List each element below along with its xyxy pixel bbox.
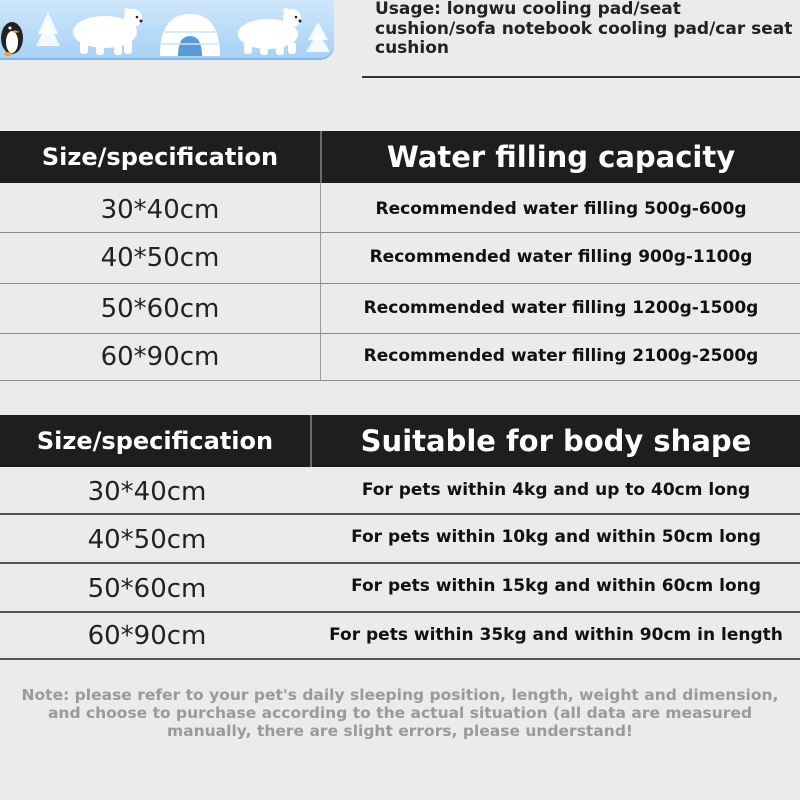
body-shape-cell: For pets within 15kg and within 60cm long (351, 576, 761, 596)
table-row (0, 284, 800, 333)
table-row (0, 334, 800, 381)
size-cell: 60*90cm (87, 621, 207, 651)
product-banner-illustration (0, 0, 334, 58)
header-suitable-body-shape: Suitable for body shape (360, 424, 752, 458)
row-divider (0, 658, 800, 660)
size-cell: 40*50cm (87, 525, 207, 555)
table-row (0, 515, 800, 563)
water-filling-cell: Recommended water filling 900g-1100g (369, 247, 753, 267)
size-cell: 30*40cm (100, 195, 220, 225)
polar-bear-icon (238, 8, 302, 55)
size-cell: 30*40cm (87, 477, 207, 507)
body-shape-cell: For pets within 10kg and within 50cm long (351, 527, 761, 547)
note-line-3: manually, there are slight errors, please understand! (167, 722, 633, 740)
table-row (0, 467, 800, 513)
cell-divider (320, 334, 321, 381)
polar-bear-icon (73, 8, 143, 55)
cell-divider (320, 183, 321, 232)
size-cell: 50*60cm (87, 574, 207, 604)
usage-line-2: cushion/sofa notebook cooling pad/car seat (375, 18, 793, 39)
winter-scene-illustration (0, 0, 334, 58)
usage-line-3: cushion (375, 38, 450, 58)
snowy-tree-icon (306, 22, 330, 52)
usage-divider (362, 76, 800, 78)
table-row (0, 613, 800, 660)
igloo-icon (160, 14, 220, 56)
header-size-specification: Size/specification (41, 143, 279, 171)
water-filling-cell: Recommended water filling 500g-600g (375, 199, 747, 219)
snowy-tree-icon (36, 12, 60, 46)
water-filling-table (0, 131, 800, 381)
cell-divider (320, 284, 321, 333)
cell-divider (320, 233, 321, 283)
disclaimer-note (20, 686, 780, 740)
header-size-specification: Size/specification (36, 427, 274, 455)
table-row (0, 233, 800, 283)
note-line-1: Note: please refer to your pet's daily sleeping position, length, weight and dimension, (21, 686, 779, 704)
body-shape-table (0, 415, 800, 660)
water-filling-cell: Recommended water filling 1200g-1500g (363, 298, 759, 318)
note-line-2: and choose to purchase according to the actual situation (all data are measured (47, 704, 753, 722)
row-divider (0, 380, 800, 381)
water-filling-table-header (0, 131, 800, 183)
usage-line-1: Usage: longwu cooling pad/seat (375, 0, 681, 19)
penguin-icon (1, 22, 23, 56)
body-shape-table-header (0, 415, 800, 467)
size-cell: 50*60cm (100, 294, 220, 324)
header-water-filling-capacity: Water filling capacity (386, 140, 736, 174)
body-shape-cell: For pets within 35kg and within 90cm in length (329, 625, 783, 645)
size-cell: 40*50cm (100, 243, 220, 273)
size-cell: 60*90cm (100, 342, 220, 372)
water-filling-cell: Recommended water filling 2100g-2500g (363, 346, 759, 366)
table-row (0, 564, 800, 612)
usage-description (375, 0, 795, 59)
table-row (0, 183, 800, 232)
body-shape-cell: For pets within 4kg and up to 40cm long (361, 480, 751, 500)
